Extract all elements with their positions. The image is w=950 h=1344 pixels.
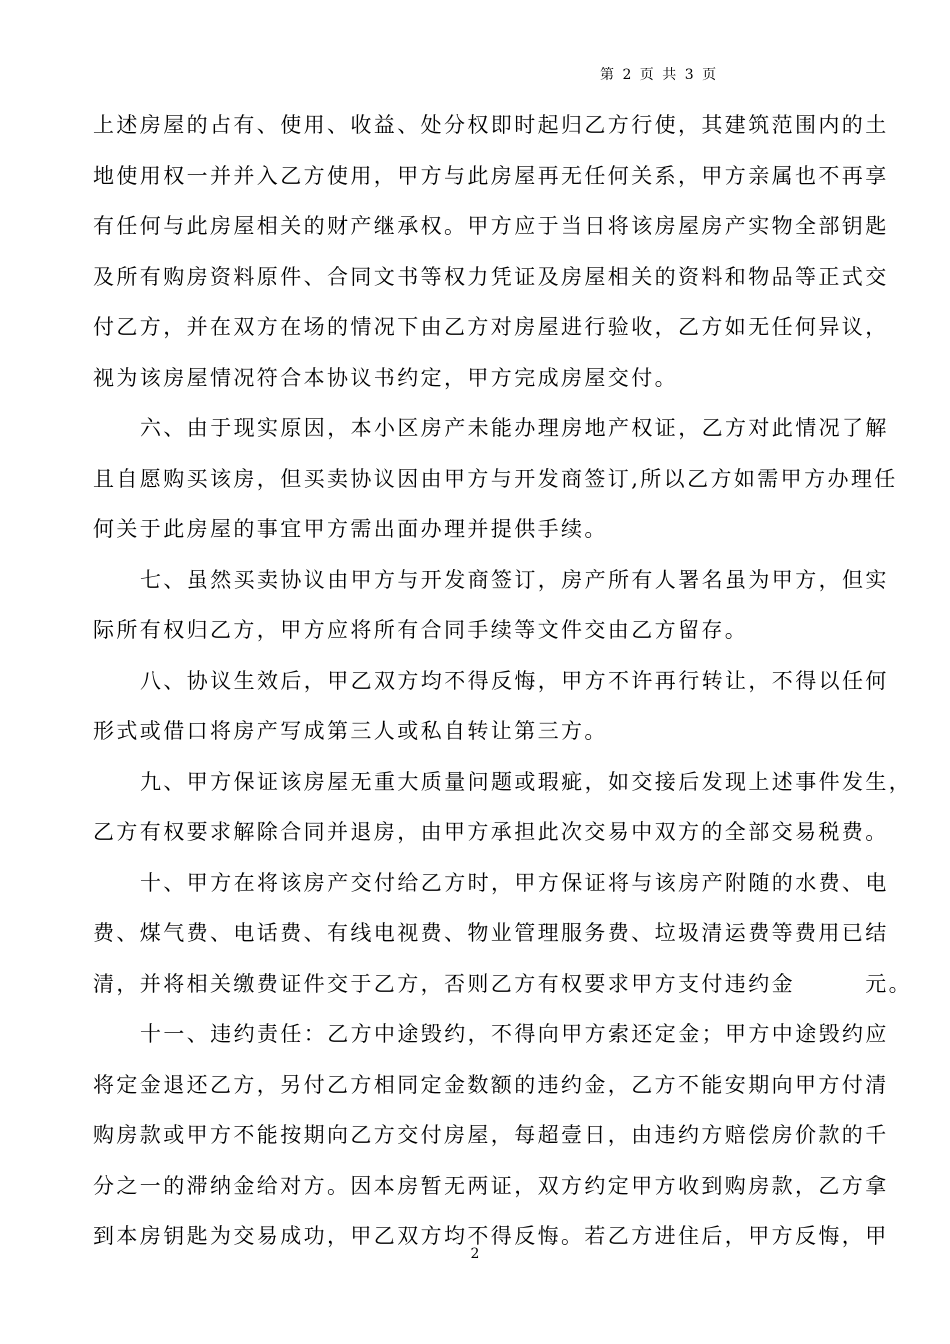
text-line: 有任何与此房屋相关的财产继承权。甲方应于当日将该房屋房产实物全部钥匙	[93, 214, 889, 238]
text-line: 清，并将相关缴费证件交于乙方，否则乙方有权要求甲方支付违约金 元。	[93, 971, 912, 996]
text-line: 将定金退还乙方，另付乙方相同定金数额的违约金，乙方不能安期向甲方付清	[93, 1072, 889, 1097]
clause-6-line: 六、由于现实原因，本小区房产未能办理房地产权证，乙方对此情况了解	[140, 416, 889, 440]
text-line: 地使用权一并并入乙方使用，甲方与此房屋再无任何关系，甲方亲属也不再享	[93, 163, 889, 188]
text-line: 形式或借口将房产写成第三人或私自转让第三方。	[93, 719, 608, 743]
text-line: 及所有购房资料原件、合同文书等权力凭证及房屋相关的资料和物品等正式交	[93, 264, 889, 289]
text-line: 乙方有权要求解除合同并退房，由甲方承担此次交易中双方的全部交易税费。	[93, 820, 889, 844]
text-line: 际所有权归乙方，甲方应将所有合同手续等文件交由乙方留存。	[93, 618, 749, 642]
clause-8-line: 八、协议生效后，甲乙双方均不得反悔，甲方不许再行转让，不得以任何	[140, 668, 889, 693]
text-line: 购房款或甲方不能按期向乙方交付房屋，每超壹日，由违约方赔偿房价款的千	[93, 1123, 889, 1147]
text-line: 分之一的滞纳金给对方。因本房暂无两证，双方约定甲方收到购房款，乙方拿	[93, 1173, 889, 1198]
text-line: 何关于此房屋的事宜甲方需出面办理并提供手续。	[93, 517, 608, 541]
text-line: 且自愿购买该房，但买卖协议因由甲方与开发商签订,所以乙方如需甲方办理任	[93, 466, 898, 491]
clause-10-line: 十、甲方在将该房产交付给乙方时，甲方保证将与该房产附随的水费、电	[140, 870, 889, 895]
text-line: 视为该房屋情况符合本协议书约定，甲方完成房屋交付。	[93, 365, 678, 390]
text-line: 到本房钥匙为交易成功，甲乙双方均不得反悔。若乙方进住后，甲方反悔，甲	[93, 1224, 889, 1248]
document-body	[93, 100, 913, 1262]
clause-7-line: 七、虽然买卖协议由甲方与开发商签订，房产所有人署名虽为甲方，但实	[140, 567, 889, 592]
page-indicator: 第 2 页 共 3 页	[600, 67, 719, 83]
text-line: 付乙方，并在双方在场的情况下由乙方对房屋进行验收，乙方如无任何异议，	[93, 315, 889, 339]
clause-9-line: 九、甲方保证该房屋无重大质量问题或瑕疵，如交接后发现上述事件发生，	[140, 769, 913, 794]
clause-11-line: 十一、违约责任：乙方中途毁约，不得向甲方索还定金；甲方中途毁约应	[140, 1022, 889, 1046]
text-line: 上述房屋的占有、使用、收益、处分权即时起归乙方行使，其建筑范围内的土	[93, 113, 889, 137]
page-number: 2	[470, 1246, 480, 1262]
text-line: 费、煤气费、电话费、有线电视费、物业管理服务费、垃圾清运费等费用已结	[93, 921, 889, 945]
